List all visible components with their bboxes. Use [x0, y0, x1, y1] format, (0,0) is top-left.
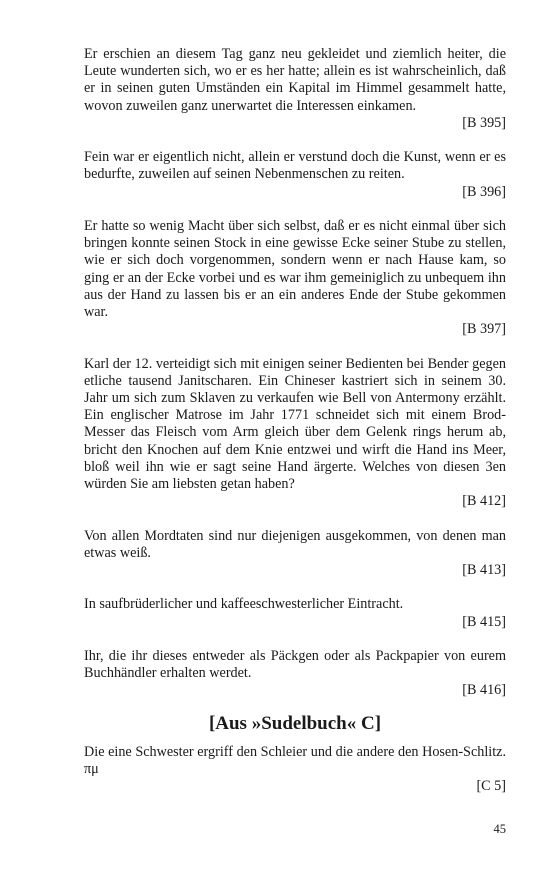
aphorism-entry	[84, 744, 506, 796]
aphorism-entry	[84, 46, 506, 132]
entry-text: Er hatte so wenig Macht über sich selbst, daß er es nicht einmal über sich bringen konnte seinen Stock in eine gewisse Ecke seiner Stube zu stellen, wie er sich doch vorgenommen, sondern wenn er nach Hause kam, so ging er an der Ecke vorbei und es war ihm gemeiniglich zu unbequem ihn aus der Hand zu lassen bis er an ein anderes Ende der Stube gekommen war.	[84, 218, 506, 321]
aphorism-entry	[84, 596, 506, 630]
aphorism-entry	[84, 218, 506, 338]
page-number: 45	[493, 822, 506, 836]
entry-text: Ihr, die ihr dieses entweder als Päckgen oder als Packpapier von eurem Buchhändler erhalten werdet.	[84, 648, 506, 682]
aphorism-entry	[84, 528, 506, 580]
entry-text: In saufbrüderlicher und kaffeeschwesterlicher Eintracht.	[84, 596, 404, 613]
entry-reference: [C 5]	[476, 778, 506, 795]
entry-reference: [B 397]	[462, 321, 506, 338]
entry-reference: [B 415]	[462, 613, 506, 630]
entry-text: Von allen Mordtaten sind nur diejenigen ausgekommen, von denen man etwas weiß.	[84, 527, 506, 561]
aphorism-entry	[84, 356, 506, 511]
entry-text: Fein war er eigentlich nicht, allein er verstund doch die Kunst, wenn er es bedurfte, zuweilen auf seinen Nebenmenschen zu reiten.	[84, 149, 506, 183]
page-body	[84, 46, 506, 795]
aphorism-entry	[84, 648, 506, 700]
entry-reference: [B 412]	[462, 493, 506, 510]
entry-text: Karl der 12. verteidigt sich mit einigen seiner Bedienten bei Bender gegen etliche tausend Janitscharen. Ein Chineser kastriert sich in seinem 30. Jahr um sich zum Sklaven zu verkaufen wie Bell von Antermony erzählt. Ein englischer Matrose im Jahr 1771 schneidet sich mit einem Brod-Messer das Fleisch vom Arm gleich über dem Gelenk rings herum ab, bricht den Knochen auf dem Knie entzwei und wirft die Hand ins Meer, bloß weil ihn wie er sagt seine Hand ärgerte. Welches von diesen 3en würden Sie am liebsten getan haben?	[84, 355, 506, 493]
entry-reference: [B 413]	[462, 562, 506, 579]
section-heading: [Aus »Sudelbuch« C]	[208, 712, 382, 734]
entry-reference: [B 395]	[462, 114, 506, 131]
entry-reference: [B 396]	[462, 183, 506, 200]
entry-text: Er erschien an diesem Tag ganz neu gekleidet und ziemlich heiter, die Leute wunderten sich, wo er es her hatte; allein es ist wahrscheinlich, daß er in seinen guten Umständen ein Kapital im Himmel gesammelt hatte, wovon zuweilen ganz unerwartet die Interessen einkamen.	[84, 46, 506, 114]
entry-text: Die eine Schwester ergriff den Schleier und die andere den Hosen-Schlitz. πμ	[84, 743, 506, 777]
aphorism-entry	[84, 149, 506, 201]
entry-reference: [B 416]	[462, 682, 506, 699]
